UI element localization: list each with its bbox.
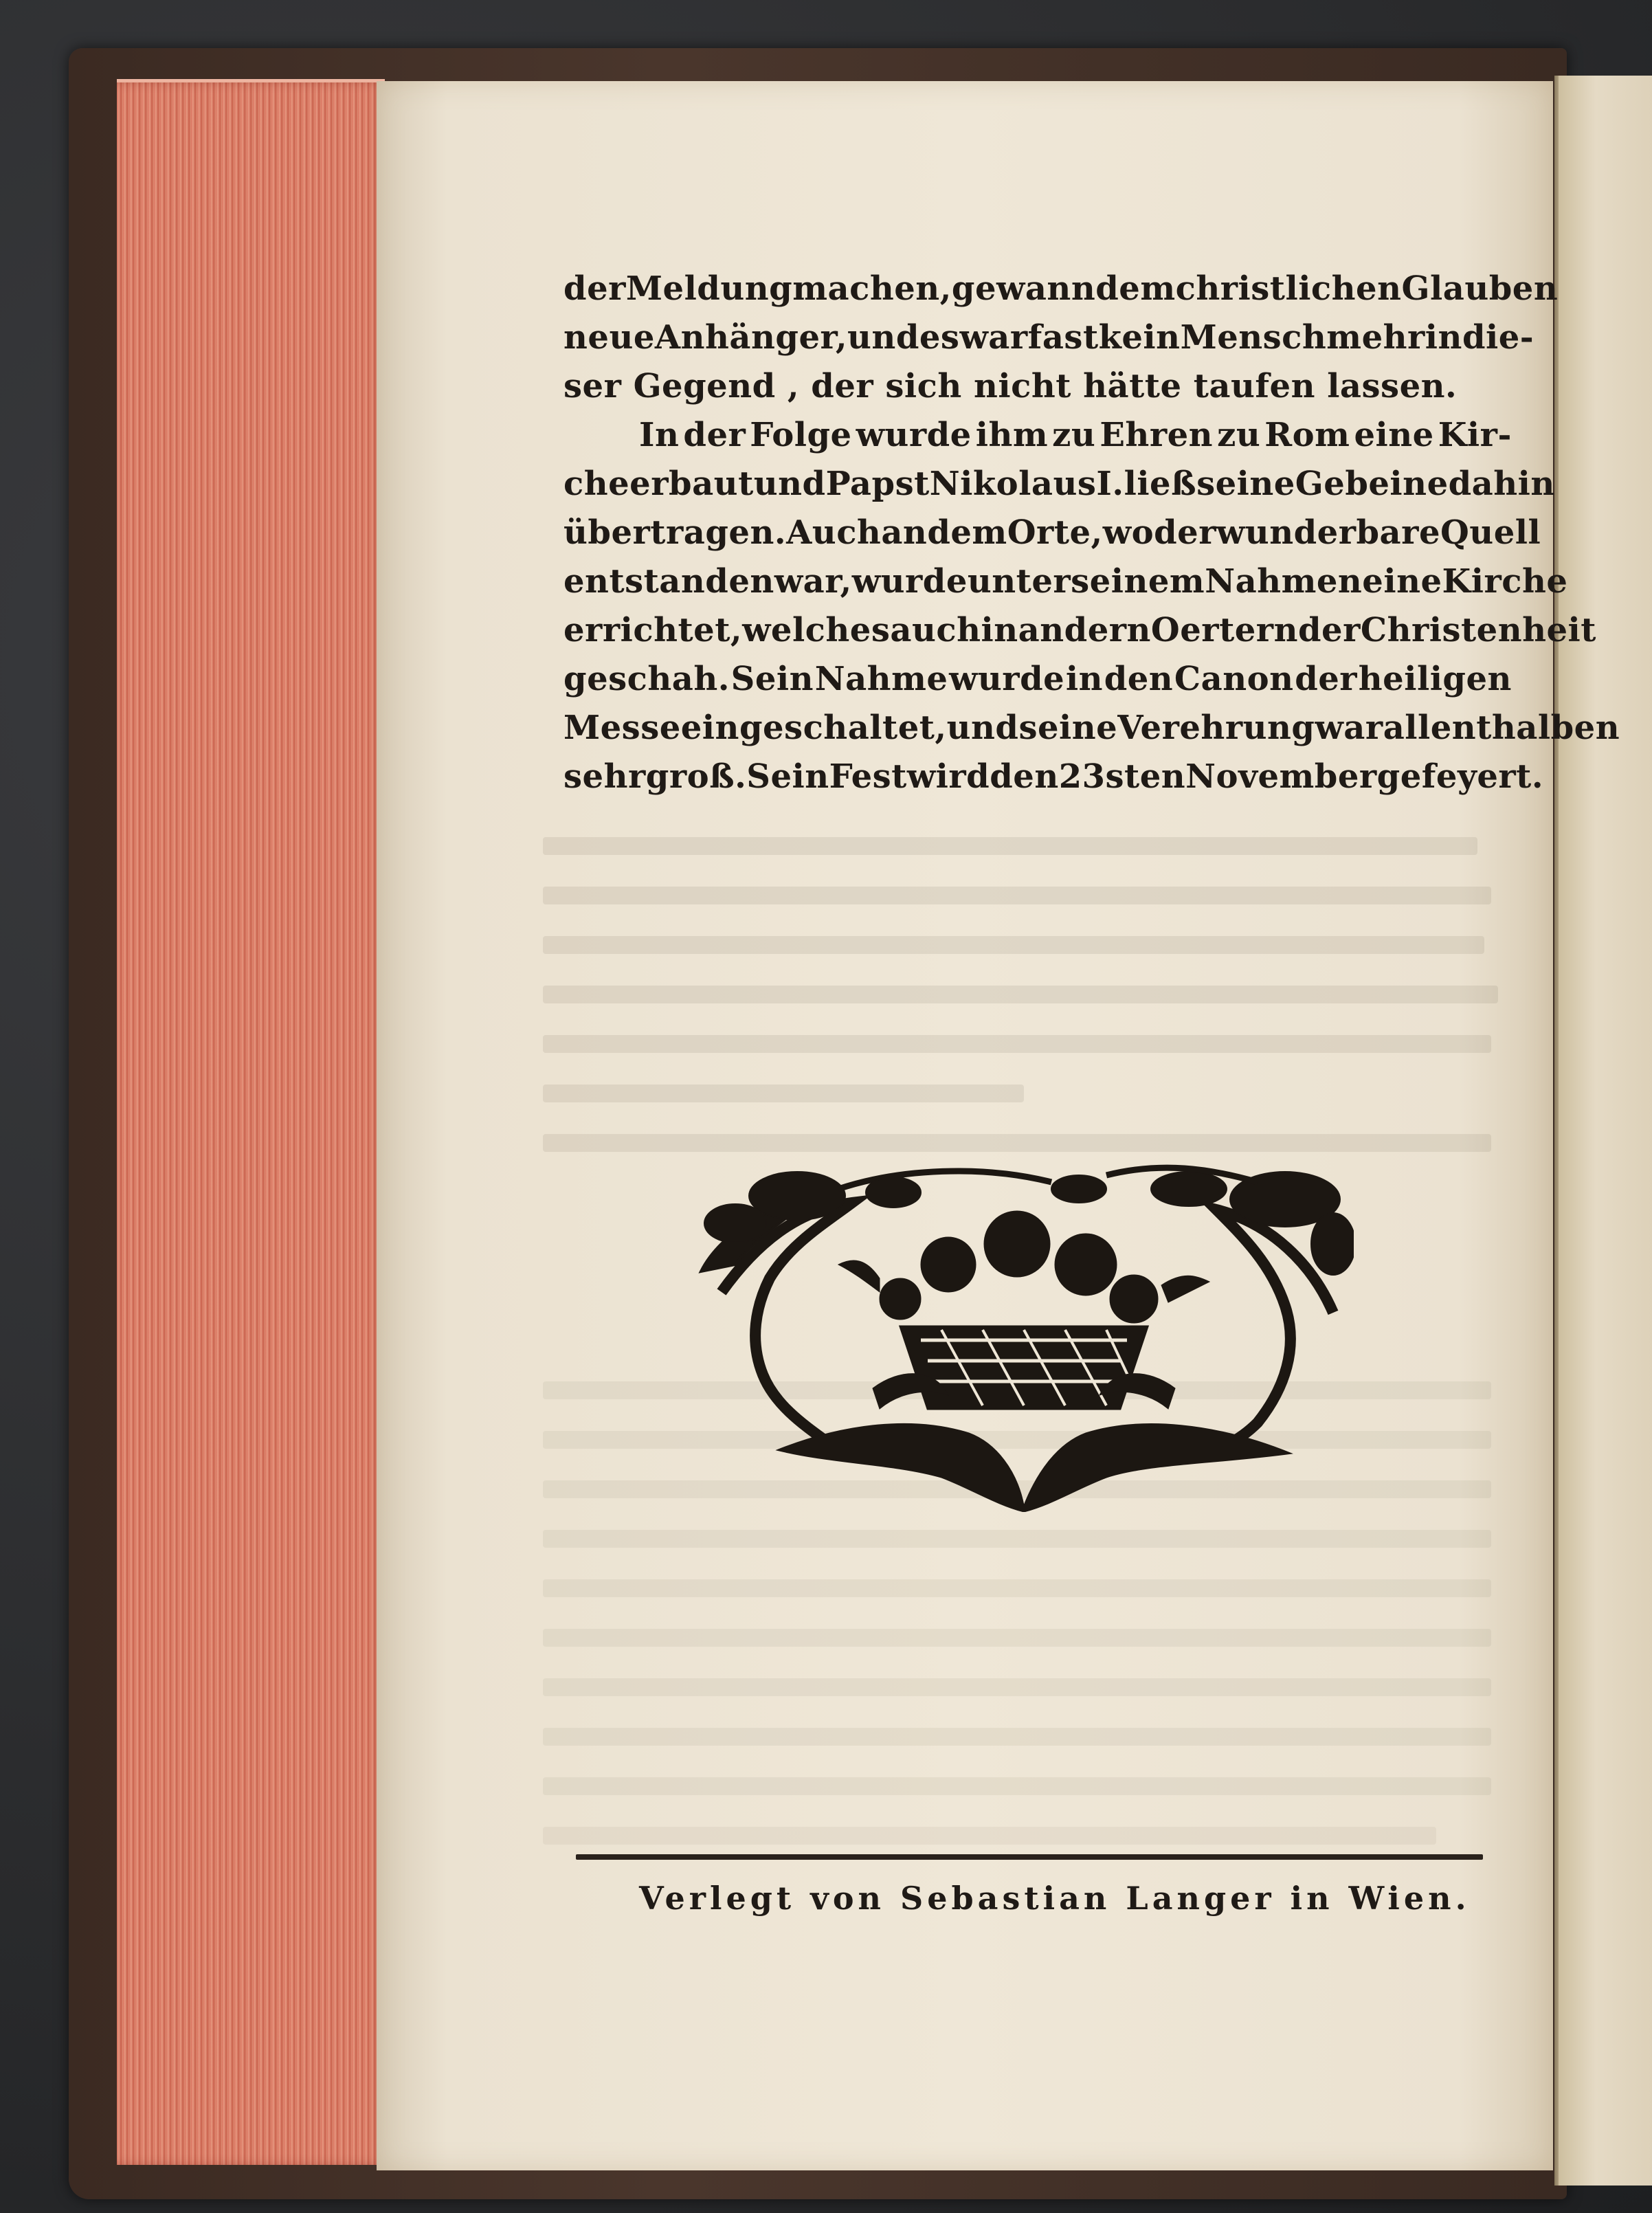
body-text	[563, 265, 1620, 801]
page-block-edges	[117, 82, 385, 2165]
text-line: errichtet, welches auch in andern Oertern der Christenheit	[563, 611, 1596, 649]
text-line: In der Folge wurde ihm zu Ehren zu Rom eine Kir-	[639, 416, 1512, 454]
next-page-edge	[1559, 76, 1652, 2186]
text-line: ser Gegend , der sich nicht hätte taufen lassen.	[563, 367, 1458, 405]
text-line: Messe eingeschaltet, und seine Verehrung war allenthalben	[563, 709, 1620, 747]
text-line: entstanden war, wurde unter seinem Nahmen eine Kirche	[563, 562, 1568, 601]
horizontal-rule	[576, 1854, 1483, 1860]
text-line: neue Anhänger, und es war fast kein Mensch mehr in die-	[563, 318, 1534, 357]
text-line: geschah. Sein Nahme wurde in den Canon der heiligen	[563, 660, 1512, 698]
text-line: übertragen. Auch an dem Orte, wo der wunderbare Quell	[563, 513, 1541, 552]
text-line: sehr groß. Sein Fest wird den 23sten November gefeyert.	[563, 757, 1544, 796]
flower-basket-vignette-icon	[694, 1161, 1354, 1512]
text-line: der Meldung machen, gewann dem christlichen Glauben	[563, 269, 1559, 308]
publisher-imprint: Verlegt von Sebastian Langer in Wien.	[639, 1880, 1471, 1917]
text-line: che erbaut und Papst Nikolaus I. ließ seine Gebeine dahin	[563, 465, 1555, 503]
